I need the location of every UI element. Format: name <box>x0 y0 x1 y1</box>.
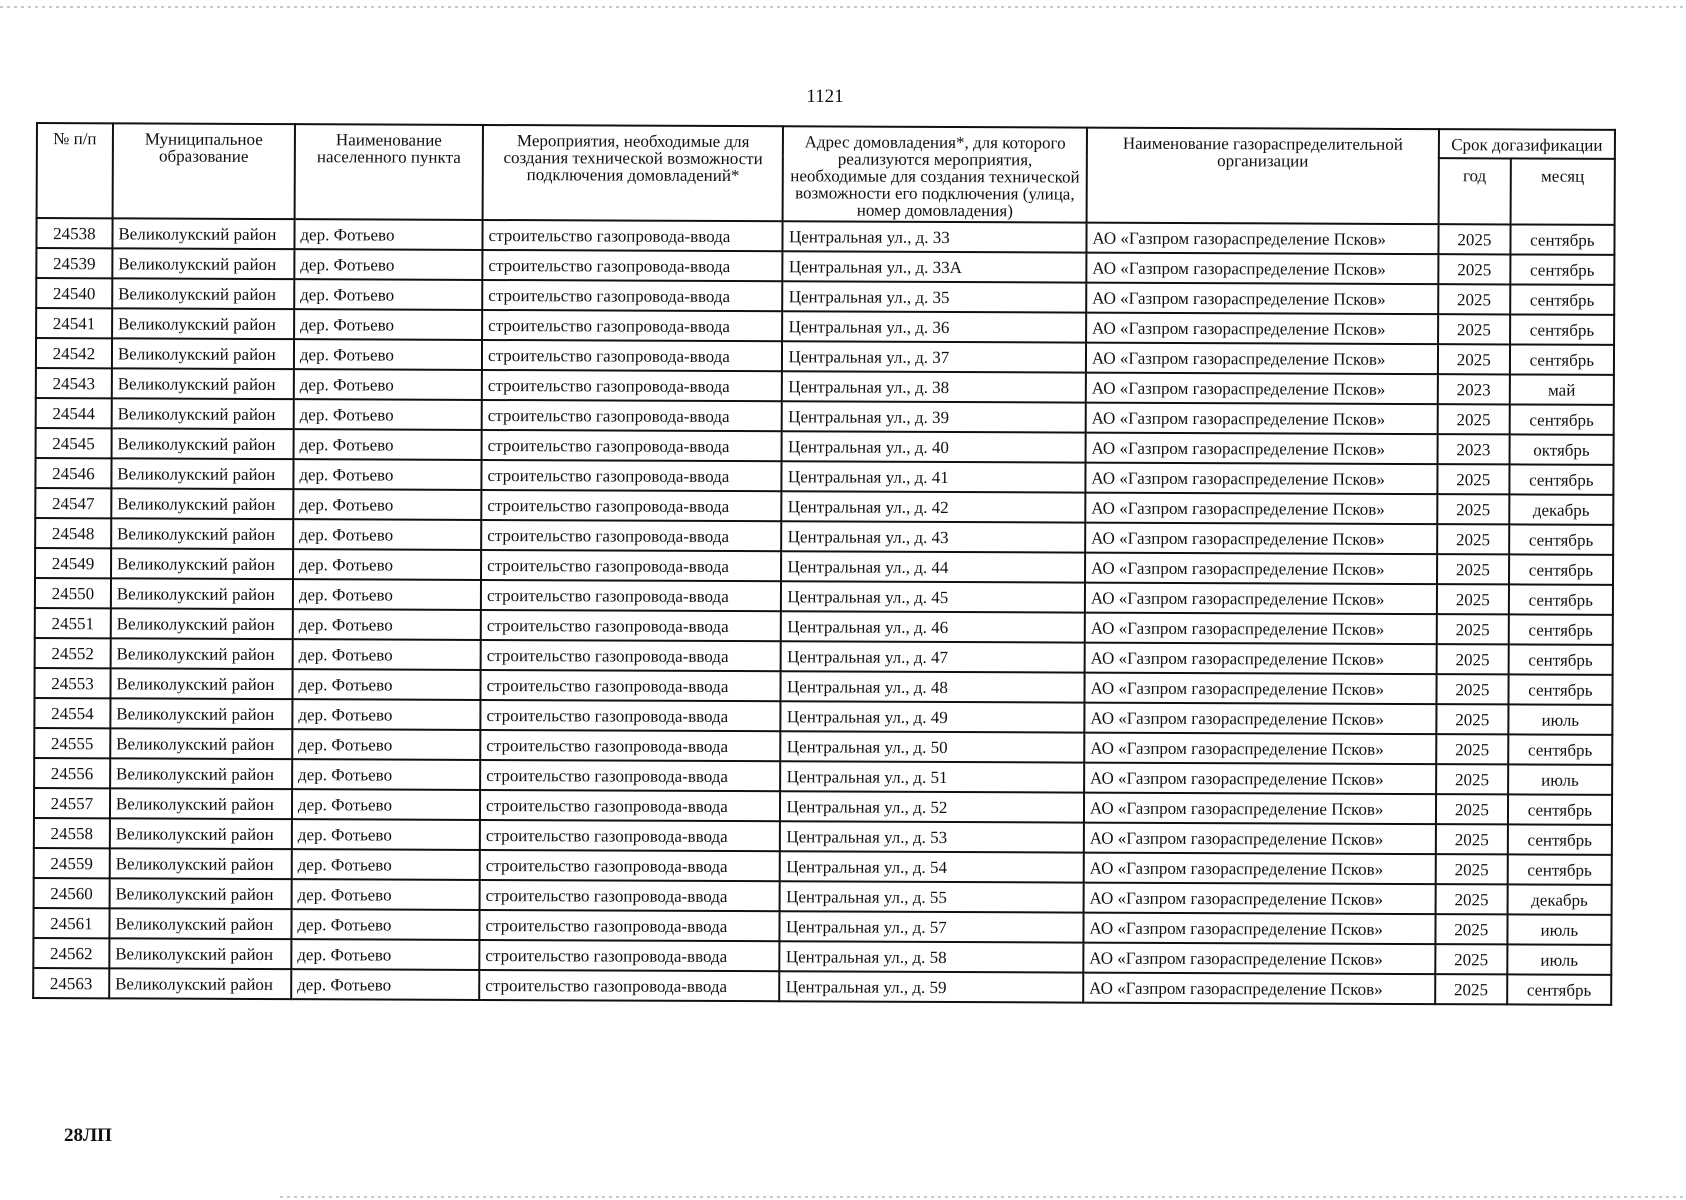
cell-address: Центральная ул., д. 44 <box>781 551 1085 582</box>
cell-municipality: Великолукский район <box>110 668 292 699</box>
cell-settlement: дер. Фотьево <box>293 549 481 580</box>
cell-num: 24545 <box>36 428 112 458</box>
cell-month: сентябрь <box>1508 674 1612 704</box>
cell-num: 24554 <box>34 698 110 728</box>
cell-month: сентябрь <box>1508 824 1612 854</box>
cell-num: 24562 <box>33 938 109 968</box>
table-header <box>37 123 1615 225</box>
cell-year: 2025 <box>1437 584 1509 614</box>
cell-address: Центральная ул., д. 50 <box>781 731 1085 762</box>
cell-works: строительство газопровода-ввода <box>482 400 783 431</box>
cell-organization: АО «Газпром газораспределение Псков» <box>1084 703 1436 735</box>
cell-organization: АО «Газпром газораспределение Псков» <box>1084 823 1436 855</box>
cell-works: строительство газопровода-ввода <box>482 280 783 311</box>
cell-municipality: Великолукский район <box>112 308 294 339</box>
cell-works: строительство газопровода-ввода <box>480 850 781 881</box>
cell-address: Центральная ул., д. 49 <box>781 701 1085 732</box>
cell-month: сентябрь <box>1509 524 1613 554</box>
cell-address: Центральная ул., д. 40 <box>782 431 1086 462</box>
cell-address: Центральная ул., д. 52 <box>780 791 1084 822</box>
cell-municipality: Великолукский район <box>112 338 294 369</box>
cell-works: строительство газопровода-ввода <box>483 220 784 251</box>
cell-works: строительство газопровода-ввода <box>481 640 782 671</box>
cell-organization: АО «Газпром газораспределение Псков» <box>1085 643 1437 675</box>
cell-settlement: дер. Фотьево <box>291 879 479 910</box>
cell-organization: АО «Газпром газораспределение Псков» <box>1084 763 1436 795</box>
cell-settlement: дер. Фотьево <box>293 459 481 490</box>
cell-month: июль <box>1508 764 1612 794</box>
cell-works: строительство газопровода-ввода <box>480 730 781 761</box>
cell-address: Центральная ул., д. 36 <box>783 311 1087 342</box>
cell-settlement: дер. Фотьево <box>293 579 481 610</box>
cell-num: 24550 <box>35 578 111 608</box>
cell-works: строительство газопровода-ввода <box>479 970 780 1001</box>
cell-works: строительство газопровода-ввода <box>482 340 783 371</box>
cell-month: июль <box>1507 914 1611 944</box>
cell-address: Центральная ул., д. 41 <box>782 461 1086 492</box>
cell-works: строительство газопровода-ввода <box>480 820 781 851</box>
cell-year: 2025 <box>1438 284 1510 314</box>
cell-organization: АО «Газпром газораспределение Псков» <box>1084 793 1436 825</box>
cell-num: 24552 <box>35 638 111 668</box>
cell-address: Центральная ул., д. 53 <box>780 821 1084 852</box>
cell-settlement: дер. Фотьево <box>291 939 479 970</box>
cell-municipality: Великолукский район <box>110 758 292 789</box>
cell-year: 2025 <box>1437 644 1509 674</box>
cell-settlement: дер. Фотьево <box>294 339 482 370</box>
cell-year: 2025 <box>1435 974 1507 1004</box>
header-municipality: Муниципальное образование <box>112 123 294 219</box>
cell-organization: АО «Газпром газораспределение Псков» <box>1085 493 1437 525</box>
header-works: Мероприятия, необходимые для создания технической возможности подключения домовладений* <box>483 125 784 221</box>
header-organization: Наименование газораспределительной организации <box>1087 128 1439 225</box>
cell-organization: АО «Газпром газораспределение Псков» <box>1086 373 1438 405</box>
cell-organization: АО «Газпром газораспределение Псков» <box>1083 973 1435 1005</box>
cell-month: сентябрь <box>1508 794 1612 824</box>
cell-num: 24540 <box>36 278 112 308</box>
cell-month: сентябрь <box>1509 554 1613 584</box>
cell-settlement: дер. Фотьево <box>294 309 482 340</box>
cell-year: 2025 <box>1436 854 1508 884</box>
cell-address: Центральная ул., д. 57 <box>780 911 1084 942</box>
cell-month: июль <box>1508 704 1612 734</box>
cell-address: Центральная ул., д. 46 <box>781 611 1085 642</box>
cell-works: строительство газопровода-ввода <box>480 700 781 731</box>
cell-month: декабрь <box>1507 884 1611 914</box>
cell-works: строительство газопровода-ввода <box>481 550 782 581</box>
cell-organization: АО «Газпром газораспределение Псков» <box>1086 283 1438 315</box>
cell-address: Центральная ул., д. 39 <box>782 401 1086 432</box>
cell-organization: АО «Газпром газораспределение Псков» <box>1086 313 1438 345</box>
cell-year: 2025 <box>1436 674 1508 704</box>
cell-settlement: дер. Фотьево <box>293 609 481 640</box>
cell-municipality: Великолукский район <box>112 368 294 399</box>
page-number: 1121 <box>806 86 844 107</box>
cell-address: Центральная ул., д. 35 <box>783 281 1087 312</box>
cell-settlement: дер. Фотьево <box>292 849 480 880</box>
cell-settlement: дер. Фотьево <box>294 399 482 430</box>
cell-municipality: Великолукский район <box>109 938 291 969</box>
cell-num: 24558 <box>34 818 110 848</box>
cell-num: 24555 <box>34 728 110 758</box>
cell-year: 2023 <box>1438 374 1510 404</box>
cell-municipality: Великолукский район <box>111 428 293 459</box>
cell-month: сентябрь <box>1510 314 1614 344</box>
cell-year: 2025 <box>1436 734 1508 764</box>
cell-address: Центральная ул., д. 45 <box>781 581 1085 612</box>
cell-settlement: дер. Фотьево <box>293 429 481 460</box>
header-row <box>37 123 1615 159</box>
cell-organization: АО «Газпром газораспределение Псков» <box>1084 733 1436 765</box>
cell-address: Центральная ул., д. 47 <box>781 641 1085 672</box>
cell-works: строительство газопровода-ввода <box>482 430 783 461</box>
cell-num: 24560 <box>34 878 110 908</box>
cell-year: 2023 <box>1437 434 1509 464</box>
cell-works: строительство газопровода-ввода <box>480 760 781 791</box>
cell-municipality: Великолукский район <box>112 218 294 249</box>
header-num: № п/п <box>37 123 113 218</box>
cell-works: строительство газопровода-ввода <box>479 940 780 971</box>
cell-num: 24541 <box>36 308 112 338</box>
cell-settlement: дер. Фотьево <box>292 699 480 730</box>
cell-address: Центральная ул., д. 58 <box>780 941 1084 972</box>
cell-address: Центральная ул., д. 38 <box>782 371 1086 402</box>
cell-organization: АО «Газпром газораспределение Псков» <box>1084 673 1436 705</box>
cell-num: 24544 <box>36 398 112 428</box>
cell-month: сентябрь <box>1509 464 1613 494</box>
cell-organization: АО «Газпром газораспределение Псков» <box>1085 523 1437 555</box>
cell-year: 2025 <box>1437 614 1509 644</box>
cell-year: 2025 <box>1437 494 1509 524</box>
cell-settlement: дер. Фотьево <box>294 249 482 280</box>
cell-municipality: Великолукский район <box>109 908 291 939</box>
cell-address: Центральная ул., д. 33 <box>783 221 1087 252</box>
cell-works: строительство газопровода-ввода <box>479 910 780 941</box>
cell-works: строительство газопровода-ввода <box>480 790 781 821</box>
cell-organization: АО «Газпром газораспределение Псков» <box>1085 613 1437 645</box>
cell-num: 24548 <box>35 518 111 548</box>
header-settlement: Наименование населенного пункта <box>295 124 484 220</box>
header-month: месяц <box>1510 158 1615 224</box>
cell-municipality: Великолукский район <box>110 698 292 729</box>
cell-works: строительство газопровода-ввода <box>480 880 781 911</box>
cell-month: сентябрь <box>1508 644 1612 674</box>
cell-month: сентябрь <box>1509 584 1613 614</box>
header-deadline: Срок догазификации <box>1439 129 1615 159</box>
cell-year: 2025 <box>1437 554 1509 584</box>
cell-settlement: дер. Фотьево <box>291 969 479 1000</box>
cell-settlement: дер. Фотьево <box>294 369 482 400</box>
cell-works: строительство газопровода-ввода <box>482 310 783 341</box>
cell-num: 24561 <box>33 908 109 938</box>
cell-organization: АО «Газпром газораспределение Псков» <box>1086 223 1438 255</box>
cell-address: Центральная ул., д. 37 <box>782 341 1086 372</box>
cell-works: строительство газопровода-ввода <box>481 490 782 521</box>
cell-organization: АО «Газпром газораспределение Псков» <box>1086 343 1438 375</box>
cell-settlement: дер. Фотьево <box>294 279 482 310</box>
cell-organization: АО «Газпром газораспределение Псков» <box>1085 553 1437 585</box>
cell-settlement: дер. Фотьево <box>292 759 480 790</box>
cell-municipality: Великолукский район <box>112 278 294 309</box>
cell-month: май <box>1510 374 1614 404</box>
cell-year: 2025 <box>1435 944 1507 974</box>
cell-month: сентябрь <box>1508 614 1612 644</box>
cell-settlement: дер. Фотьево <box>291 909 479 940</box>
cell-organization: АО «Газпром газораспределение Псков» <box>1083 913 1435 945</box>
cell-settlement: дер. Фотьево <box>293 519 481 550</box>
cell-address: Центральная ул., д. 48 <box>781 671 1085 702</box>
cell-municipality: Великолукский район <box>110 638 292 669</box>
cell-address: Центральная ул., д. 55 <box>780 881 1084 912</box>
cell-year: 2025 <box>1438 404 1510 434</box>
cell-year: 2025 <box>1436 824 1508 854</box>
cell-organization: АО «Газпром газораспределение Псков» <box>1085 433 1437 465</box>
cell-num: 24542 <box>36 338 112 368</box>
cell-municipality: Великолукский район <box>111 548 293 579</box>
cell-num: 24563 <box>33 968 109 998</box>
cell-address: Центральная ул., д. 51 <box>781 761 1085 792</box>
header-year: год <box>1439 158 1511 224</box>
cell-year: 2025 <box>1438 344 1510 374</box>
cell-year: 2025 <box>1436 794 1508 824</box>
cell-municipality: Великолукский район <box>110 818 292 849</box>
cell-municipality: Великолукский район <box>109 878 291 909</box>
cell-year: 2025 <box>1438 314 1510 344</box>
cell-month: сентябрь <box>1508 734 1612 764</box>
cell-organization: АО «Газпром газораспределение Псков» <box>1083 943 1435 975</box>
cell-year: 2025 <box>1437 464 1509 494</box>
cell-municipality: Великолукский район <box>110 728 292 759</box>
cell-works: строительство газопровода-ввода <box>481 460 782 491</box>
cell-works: строительство газопровода-ввода <box>482 250 783 281</box>
footer-code: 28ЛП <box>64 1125 112 1146</box>
cell-address: Центральная ул., д. 33А <box>783 251 1087 282</box>
gasification-table <box>32 122 1616 1006</box>
cell-organization: АО «Газпром газораспределение Псков» <box>1086 403 1438 435</box>
cell-month: сентябрь <box>1507 974 1611 1004</box>
cell-year: 2025 <box>1436 704 1508 734</box>
cell-address: Центральная ул., д. 43 <box>782 521 1086 552</box>
cell-settlement: дер. Фотьево <box>293 489 481 520</box>
cell-settlement: дер. Фотьево <box>292 669 480 700</box>
cell-month: сентябрь <box>1507 854 1611 884</box>
cell-year: 2025 <box>1437 524 1509 554</box>
cell-organization: АО «Газпром газораспределение Псков» <box>1086 253 1438 285</box>
cell-num: 24556 <box>34 758 110 788</box>
cell-month: октябрь <box>1509 434 1613 464</box>
cell-year: 2025 <box>1436 764 1508 794</box>
cell-organization: АО «Газпром газораспределение Псков» <box>1083 883 1435 915</box>
cell-works: строительство газопровода-ввода <box>481 670 782 701</box>
cell-settlement: дер. Фотьево <box>292 729 480 760</box>
cell-num: 24559 <box>34 848 110 878</box>
cell-num: 24543 <box>36 368 112 398</box>
scan-edge-top <box>0 6 1686 8</box>
cell-num: 24547 <box>35 488 111 518</box>
cell-num: 24557 <box>34 788 110 818</box>
cell-month: сентябрь <box>1510 344 1614 374</box>
cell-month: декабрь <box>1509 494 1613 524</box>
cell-municipality: Великолукский район <box>112 398 294 429</box>
cell-year: 2025 <box>1435 914 1507 944</box>
cell-year: 2025 <box>1435 884 1507 914</box>
cell-works: строительство газопровода-ввода <box>481 520 782 551</box>
table-body <box>33 218 1614 1005</box>
cell-municipality: Великолукский район <box>111 578 293 609</box>
cell-municipality: Великолукский район <box>110 788 292 819</box>
cell-year: 2025 <box>1438 254 1510 284</box>
cell-num: 24549 <box>35 548 111 578</box>
cell-works: строительство газопровода-ввода <box>481 610 782 641</box>
cell-month: сентябрь <box>1510 284 1614 314</box>
cell-address: Центральная ул., д. 59 <box>780 971 1084 1002</box>
cell-municipality: Великолукский район <box>111 488 293 519</box>
cell-month: июль <box>1507 944 1611 974</box>
cell-organization: АО «Газпром газораспределение Псков» <box>1084 853 1436 885</box>
cell-num: 24538 <box>36 218 112 248</box>
cell-municipality: Великолукский район <box>110 848 292 879</box>
cell-num: 24553 <box>34 668 110 698</box>
cell-settlement: дер. Фотьево <box>293 639 481 670</box>
cell-address: Центральная ул., д. 54 <box>780 851 1084 882</box>
cell-municipality: Великолукский район <box>111 518 293 549</box>
scan-edge-bottom <box>280 1196 1686 1198</box>
cell-month: сентябрь <box>1510 254 1614 284</box>
cell-municipality: Великолукский район <box>112 248 294 279</box>
cell-municipality: Великолукский район <box>111 458 293 489</box>
cell-year: 2025 <box>1438 224 1510 254</box>
cell-settlement: дер. Фотьево <box>292 789 480 820</box>
cell-organization: АО «Газпром газораспределение Псков» <box>1085 463 1437 495</box>
cell-address: Центральная ул., д. 42 <box>782 491 1086 522</box>
cell-num: 24539 <box>36 248 112 278</box>
cell-works: строительство газопровода-ввода <box>482 370 783 401</box>
cell-municipality: Великолукский район <box>109 968 291 999</box>
cell-settlement: дер. Фотьево <box>294 219 482 250</box>
table-row <box>33 968 1611 1005</box>
cell-municipality: Великолукский район <box>111 608 293 639</box>
cell-organization: АО «Газпром газораспределение Псков» <box>1085 583 1437 615</box>
cell-settlement: дер. Фотьево <box>292 819 480 850</box>
cell-month: сентябрь <box>1509 404 1613 434</box>
cell-num: 24551 <box>35 608 111 638</box>
cell-works: строительство газопровода-ввода <box>481 580 782 611</box>
header-address: Адрес домовладения*, для которого реализуются мероприятия, необходимые для создания технической возможности его подключения (улица, номер домовладения) <box>783 126 1087 222</box>
cell-num: 24546 <box>35 458 111 488</box>
cell-month: сентябрь <box>1510 224 1614 254</box>
